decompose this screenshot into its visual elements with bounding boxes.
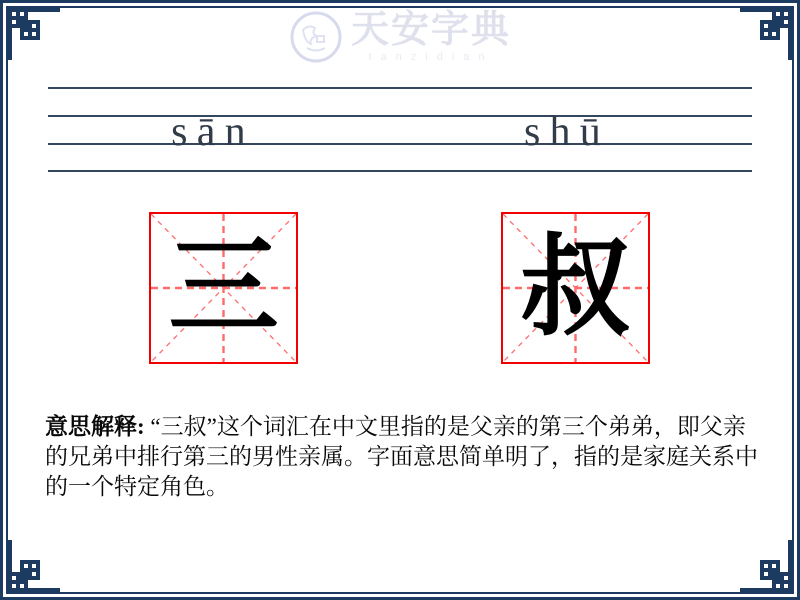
explanation bbox=[45, 412, 759, 502]
character-san: 三 bbox=[168, 227, 279, 349]
logo bbox=[0, 10, 800, 64]
logo-title: 天安字典 bbox=[350, 9, 511, 51]
staff-line bbox=[48, 170, 752, 172]
fret-corner-icon bbox=[740, 540, 792, 592]
pinyin-syllable-san: sān bbox=[171, 109, 255, 155]
character-grid-shu bbox=[501, 212, 650, 364]
explanation-label: 意思解释: bbox=[45, 414, 145, 439]
logo-subtitle: tanzidian bbox=[368, 51, 494, 63]
inner-frame-border bbox=[6, 6, 794, 594]
staff-line bbox=[48, 87, 752, 89]
explanation-text: “三叔”这个词汇在中文里指的是父亲的第三个弟弟，即父亲的兄弟中排行第三的男性亲属。字面意思简单明了，指的是家庭关系中的一个特定角色。 bbox=[45, 414, 758, 499]
character-shu: 叔 bbox=[520, 227, 631, 349]
pinyin-syllable-shu: shū bbox=[523, 109, 611, 155]
staff-line bbox=[48, 143, 752, 145]
staff-line bbox=[48, 115, 752, 117]
logo-seal-icon bbox=[289, 10, 343, 64]
character-grid-san bbox=[149, 212, 298, 364]
fret-corner-icon bbox=[8, 540, 60, 592]
